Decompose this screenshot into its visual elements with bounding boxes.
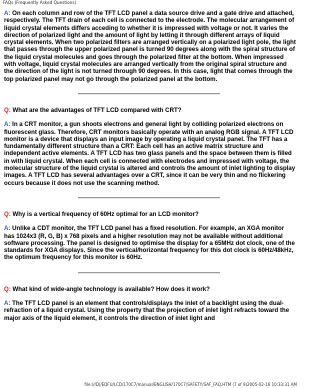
window-title: FAQs (Frequently Asked Questions)	[3, 0, 77, 5]
answer-block	[4, 300, 296, 322]
answer-label: A:	[4, 121, 11, 129]
faq-content	[4, 10, 296, 322]
question-text: Why is a vertical frequency of 60Hz optimal for an LCD monitor?	[12, 210, 199, 218]
divider	[78, 197, 220, 199]
answer-text: The TFT LCD panel is an element that controls/displays the inlet of a backlight using the dual-refraction of a liquid crystal. Using the property that the projection of inlet light refracts toward the major axis of the liquid element, it controls the direction of inlet light and	[4, 300, 290, 322]
answer-text: In a CRT monitor, a gun shoots electrons and general light by colliding polarized electrons on fluorescent glass. Therefore, CRT monitors basically operate with an analog RGB signal. A TFT LCD monitor is a device that displays an input image by operating a liquid crystal panel. The TFT has a fundamentally different structure than a CRT: Each cell has an active matrix structure and independent active elements. A TFT LCD has two glass panels and the space between them is filled in with liquid crystal. When each cell is connected with electrodes and impressed with voltage, the molecular structure of the liquid crystal is altered and controls the amount of inlet lighting to display images. A TFT LCD has several advantages over a CRT, since it can be very thin and no flickering occurs because it does not use the scanning method.	[4, 121, 296, 187]
question-label: Q:	[4, 106, 11, 114]
question-block	[4, 107, 296, 114]
answer-block	[4, 10, 296, 83]
answer-block	[4, 225, 296, 261]
answer-label: A:	[4, 10, 11, 17]
divider	[78, 272, 220, 274]
question-label: Q:	[4, 285, 11, 293]
answer-label: A:	[4, 225, 11, 233]
page-footer: file:///D|/EDFU/LCD/170C7/manual/ENGLISH/170C7/SAFETY/SAF_FAQ.HTM (7 of 9)2005-02-16 10:33:31 AM	[84, 382, 297, 387]
question-block	[4, 286, 296, 293]
question-block	[4, 211, 296, 218]
question-text: What kind of wide-angle technology is available? How does it work?	[12, 285, 210, 293]
question-label: Q:	[4, 210, 11, 218]
answer-text: On each column and row of the TFT LCD panel a data source drive and a gate drive and attached, respectively. The TFT drain of each cell is connected to the electrode. The molecular arrangement of liquid crystal elements differs acceding to whether it is impressed with voltage or not. It varies the direction of polarized light and the amount of light by letting it through different arrays of liquid crystal elements. When two polarized filters are arranged vertically on a polarized light pole, the light that passes through the upper polarized panel is turned 90 degrees along with the spiral structure of the liquid crystal molecules and goes through the polarized filter at the bottom. When impressed with voltage, liquid crystal molecules are arranged vertically from the original spiral structure and the direction of the light is not turned through 90 degrees. In this case, light that comes through the top polarized panel may not go through the polarized panel at the bottom.	[4, 10, 296, 83]
answer-block	[4, 121, 296, 187]
question-text: What are the advantages of TFT LCD compared with CRT?	[12, 106, 182, 114]
divider	[78, 93, 220, 95]
answer-text: Unlike a CDT monitor, the TFT LCD panel has a fixed resolution. For example, an XGA monitor has 1024x3 (R, G, B) x 768 pixels and a higher resolution may not be available without additional software processing. The panel is designed to optimise the display for a 65MHz dot clock, one of the standards for XGA displays. Since the vertical/horizontal frequency for this dot clock is 60Hz/48kHz, the optimum frequency for this monitor is 60Hz.	[4, 225, 295, 262]
answer-label: A:	[4, 300, 11, 308]
